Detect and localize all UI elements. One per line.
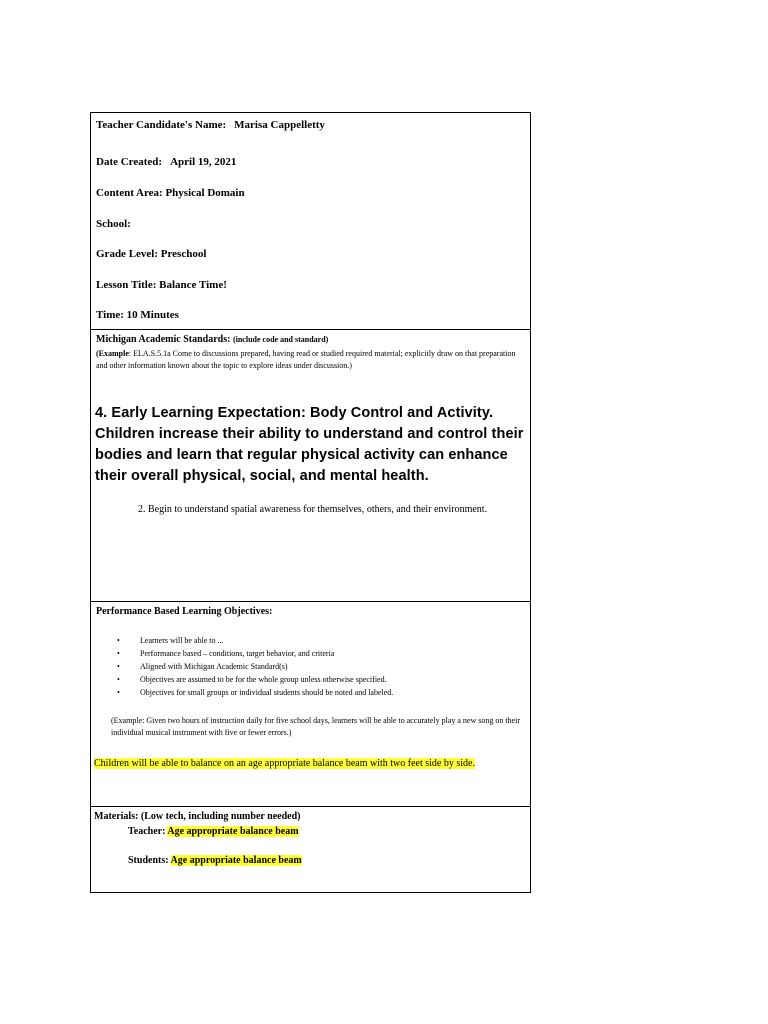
teacher-materials (128, 826, 299, 837)
learning-objective: Children will be able to balance on an age appropriate balance beam with two feet side by side. (94, 758, 475, 769)
school: School: (96, 218, 131, 230)
standards-cell (91, 329, 530, 601)
objectives-guideline-list (96, 634, 393, 699)
standards-example: (Example: ELA.S.5.1a Come to discussions prepared, having read or studied required material; explicitly draw on that preparation and other information known about the topic to explore ideas under discussion.) (96, 349, 516, 370)
objectives-example: (Example: Given two hours of instruction daily for five school days, learners will be able to accurately play a new song on their individual musical instrument with five or fewer errors.) (111, 716, 520, 737)
teacher-name-label: Teacher Candidate's Name: (96, 119, 227, 131)
date-created-value: April 19, 2021 (170, 156, 237, 168)
teacher-name-value: Marisa Cappelletty (234, 119, 325, 131)
date-created-line (96, 156, 236, 168)
student-materials-value: Age appropriate balance beam (170, 855, 302, 866)
list-item: • Objectives are assumed to be for the whole group unless otherwise specified. (96, 673, 393, 686)
early-learning-expectation: 4. Early Learning Expectation: Body Control and Activity. Children increase their ability to understand and control their bodies and learn that regular physical activity can enhance their overall physical, social, and mental health. (95, 405, 524, 484)
example-text: : ELA.S.5.1a Come to discussions prepared, having read or studied required material; explicitly draw on that preparation and other information known about the topic to explore ideas under discussion.) (96, 349, 516, 370)
content-area: Content Area: Physical Domain (96, 187, 245, 199)
standards-heading-note: (include code and standard) (232, 335, 329, 344)
list-item: • Performance based – conditions, target behavior, and criteria (96, 647, 393, 660)
student-materials (128, 855, 302, 866)
list-item: • Aligned with Michigan Academic Standard(s) (96, 660, 393, 673)
teacher-materials-value: Age appropriate balance beam (167, 826, 299, 837)
lesson-title: Lesson Title: Balance Time! (96, 279, 227, 291)
objectives-heading: Performance Based Learning Objectives: (96, 606, 273, 617)
student-materials-label: Students: (128, 855, 169, 866)
grade-level: Grade Level: Preschool (96, 248, 207, 260)
materials-cell (91, 806, 530, 892)
teacher-name-line (96, 119, 325, 131)
lesson-plan-table (90, 112, 531, 893)
date-created-label: Date Created: (96, 156, 163, 168)
list-item: • Objectives for small groups or individual students should be noted and labeled. (96, 686, 393, 699)
example-label: Example (98, 349, 129, 358)
list-item: • Learners will be able to ... (96, 634, 393, 647)
objectives-cell (91, 601, 530, 806)
spatial-awareness-detail: 2. Begin to understand spatial awareness for themselves, others, and their environment. (138, 504, 488, 515)
standards-heading: Michigan Academic Standards: (include code and standard) (96, 334, 329, 345)
time: Time: 10 Minutes (96, 309, 179, 321)
lesson-info-cell (91, 113, 530, 329)
teacher-materials-label: Teacher: (128, 826, 166, 837)
materials-heading: Materials: (Low tech, including number needed) (94, 811, 301, 822)
